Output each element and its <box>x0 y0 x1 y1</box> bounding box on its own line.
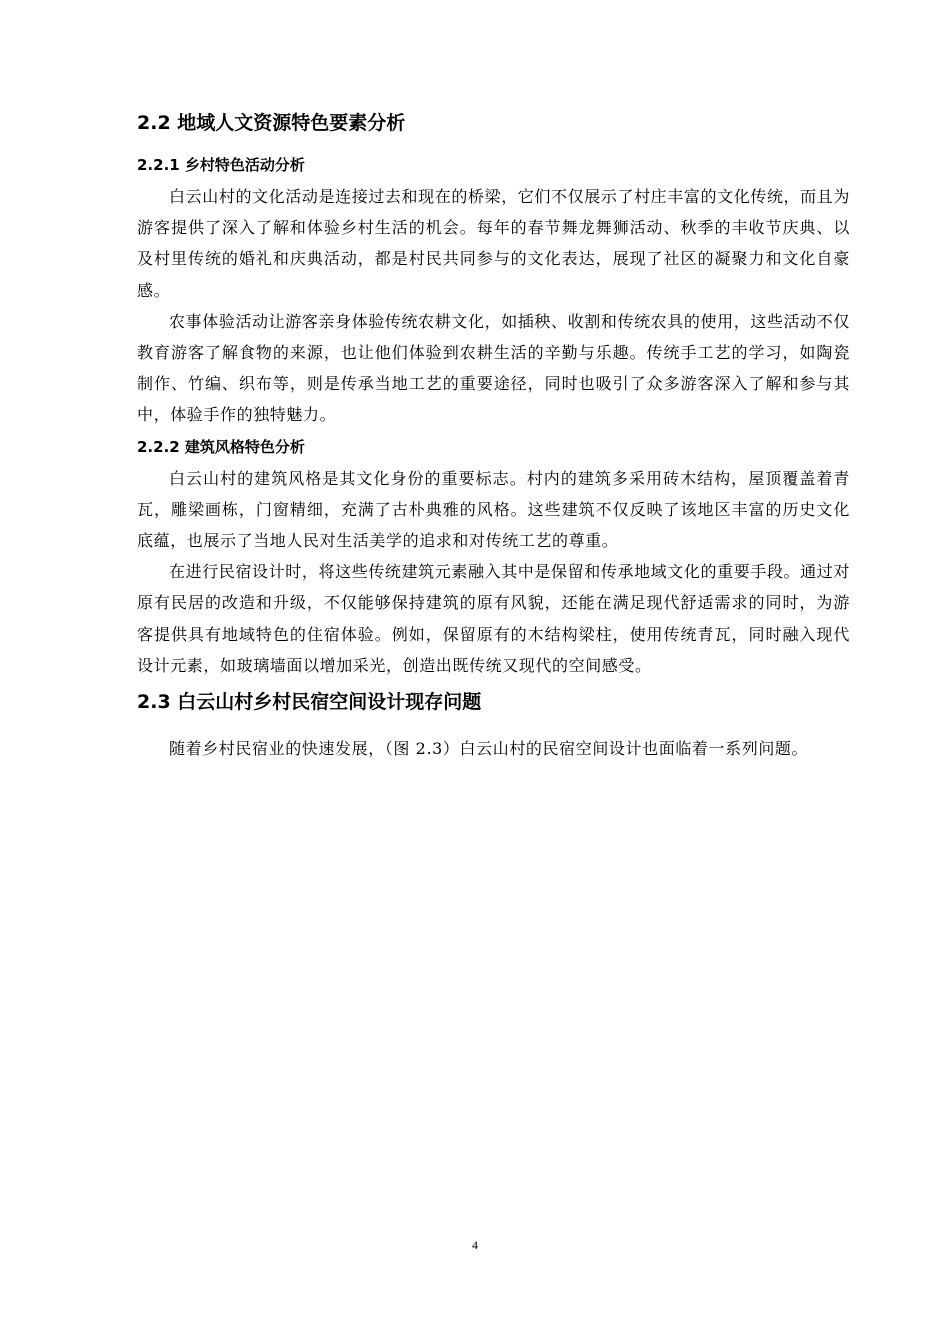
section-heading-2-2: 2.2 地域人文资源特色要素分析 <box>137 112 406 134</box>
paragraph-existing-problems: 随着乡村民宿业的快速发展，（图 2.3）白云山村的民宿空间设计也面临着一系列问题。 <box>169 739 809 759</box>
section-heading-2-3: 2.3 白云山村乡村民宿空间设计现存问题 <box>137 691 482 714</box>
page-number: 4 <box>472 1238 478 1252</box>
paragraph-cultural-activities: 白云山村的文化活动是连接过去和现在的桥梁，它们不仅展示了村庄丰富的文化传统，而且为游客提供了深入了解和体验乡村生活的机会。每年的春节舞龙舞狮活动、秋季的丰收节庆典、以及村里传统的婚礼和庆典活动，都是村民共同参与的文化表达，展现了社区的凝聚力和文化自豪感。 <box>137 187 850 300</box>
paragraph-architecture-style: 白云山村的建筑风格是其文化身份的重要标志。村内的建筑多采用砖木结构，屋顶覆盖着青瓦，雕梁画栋，门窗精细，充满了古朴典雅的风格。这些建筑不仅反映了该地区丰富的历史文化底蕴，也展示了当地人民对生活美学的追求和对传统工艺的尊重。 <box>137 468 850 551</box>
subsection-heading-2-2-2: 2.2.2 建筑风格特色分析 <box>137 437 305 456</box>
paragraph-homestay-design: 在进行民宿设计时，将这些传统建筑元素融入其中是保留和传承地域文化的重要手段。通过对原有民居的改造和升级，不仅能够保持建筑的原有风貌，还能在满足现代舒适需求的同时，为游客提供具有地域特色的住宿体验。例如，保留原有的木结构梁柱，使用传统青瓦，同时融入现代设计元素，如玻璃墙面以增加采光，创造出既传统又现代的空间感受。 <box>137 562 850 675</box>
page-content <box>137 108 850 764</box>
subsection-heading-2-2-1: 2.2.1 乡村特色活动分析 <box>137 156 305 174</box>
paragraph-farming-experience: 农事体验活动让游客亲身体验传统农耕文化，如插秧、收割和传统农具的使用，这些活动不仅教育游客了解食物的来源，也让他们体验到农耕生活的辛勤与乐趣。传统手工艺的学习，如陶瓷制作、竹编、织布等，则是传承当地工艺的重要途径，同时也吸引了众多游客深入了解和参与其中，体验手作的独特魅力。 <box>137 311 850 425</box>
